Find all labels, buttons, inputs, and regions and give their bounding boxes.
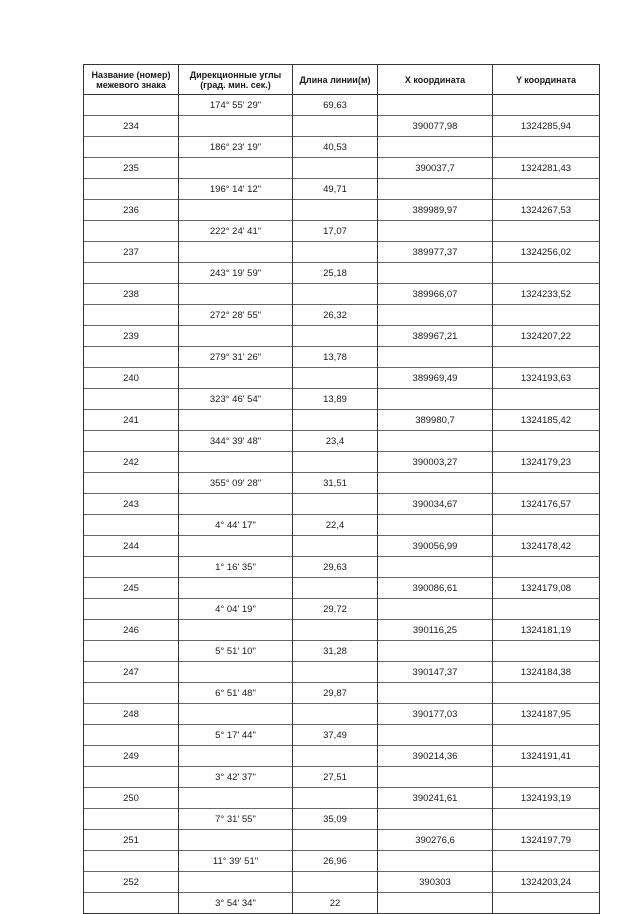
y-coordinate-cell xyxy=(493,515,600,536)
table-body xyxy=(84,95,600,914)
direction-angle-cell: 5° 17' 44" xyxy=(179,725,293,746)
y-coordinate-cell: 1324193,63 xyxy=(493,368,600,389)
mark-name-cell xyxy=(84,389,179,410)
table-row xyxy=(84,263,600,284)
y-coordinate-cell xyxy=(493,305,600,326)
table-row xyxy=(84,473,600,494)
line-length-cell xyxy=(293,578,378,599)
y-coordinate-cell: 1324193,19 xyxy=(493,788,600,809)
line-length-cell xyxy=(293,242,378,263)
x-coordinate-cell: 390177,03 xyxy=(378,704,493,725)
mark-name-cell: 246 xyxy=(84,620,179,641)
y-coordinate-cell xyxy=(493,557,600,578)
line-length-cell: 27,51 xyxy=(293,767,378,788)
line-length-cell: 22 xyxy=(293,893,378,914)
table-row xyxy=(84,746,600,767)
x-coordinate-cell: 389966,07 xyxy=(378,284,493,305)
table-row xyxy=(84,851,600,872)
x-coordinate-cell: 390147,37 xyxy=(378,662,493,683)
x-coordinate-cell xyxy=(378,767,493,788)
line-length-cell: 31,51 xyxy=(293,473,378,494)
header-y-coordinate: Y координата xyxy=(493,65,600,95)
table-row xyxy=(84,809,600,830)
line-length-cell xyxy=(293,368,378,389)
line-length-cell xyxy=(293,830,378,851)
mark-name-cell: 241 xyxy=(84,410,179,431)
x-coordinate-cell xyxy=(378,599,493,620)
mark-name-cell xyxy=(84,557,179,578)
x-coordinate-cell xyxy=(378,851,493,872)
table-row xyxy=(84,179,600,200)
mark-name-cell: 252 xyxy=(84,872,179,893)
table-row xyxy=(84,557,600,578)
direction-angle-cell: 272° 28' 55" xyxy=(179,305,293,326)
line-length-cell: 49,71 xyxy=(293,179,378,200)
direction-angle-cell: 186° 23' 19" xyxy=(179,137,293,158)
x-coordinate-cell xyxy=(378,725,493,746)
y-coordinate-cell: 1324197,79 xyxy=(493,830,600,851)
y-coordinate-cell xyxy=(493,809,600,830)
x-coordinate-cell: 390241,61 xyxy=(378,788,493,809)
table-row xyxy=(84,95,600,116)
mark-name-cell xyxy=(84,683,179,704)
direction-angle-cell: 4° 04' 19" xyxy=(179,599,293,620)
table-row xyxy=(84,347,600,368)
table-row xyxy=(84,536,600,557)
x-coordinate-cell: 389989,97 xyxy=(378,200,493,221)
mark-name-cell: 237 xyxy=(84,242,179,263)
direction-angle-cell xyxy=(179,662,293,683)
table-row xyxy=(84,620,600,641)
line-length-cell: 29,72 xyxy=(293,599,378,620)
direction-angle-cell xyxy=(179,284,293,305)
direction-angle-cell: 279° 31' 26" xyxy=(179,347,293,368)
line-length-cell: 29,87 xyxy=(293,683,378,704)
y-coordinate-cell: 1324185,42 xyxy=(493,410,600,431)
direction-angle-cell: 323° 46' 54" xyxy=(179,389,293,410)
x-coordinate-cell xyxy=(378,683,493,704)
mark-name-cell xyxy=(84,263,179,284)
table-row xyxy=(84,767,600,788)
y-coordinate-cell xyxy=(493,473,600,494)
y-coordinate-cell xyxy=(493,221,600,242)
table-row xyxy=(84,284,600,305)
mark-name-cell: 243 xyxy=(84,494,179,515)
x-coordinate-cell xyxy=(378,893,493,914)
table-row xyxy=(84,725,600,746)
mark-name-cell xyxy=(84,179,179,200)
direction-angle-cell: 7° 31' 55" xyxy=(179,809,293,830)
y-coordinate-cell xyxy=(493,347,600,368)
line-length-cell: 17,07 xyxy=(293,221,378,242)
mark-name-cell: 242 xyxy=(84,452,179,473)
y-coordinate-cell: 1324207,22 xyxy=(493,326,600,347)
direction-angle-cell: 3° 42' 37" xyxy=(179,767,293,788)
direction-angle-cell xyxy=(179,452,293,473)
table-row xyxy=(84,116,600,137)
direction-angle-cell: 222° 24' 41" xyxy=(179,221,293,242)
x-coordinate-cell: 390214,36 xyxy=(378,746,493,767)
table-row xyxy=(84,242,600,263)
mark-name-cell xyxy=(84,893,179,914)
direction-angle-cell: 3° 54' 34" xyxy=(179,893,293,914)
mark-name-cell: 239 xyxy=(84,326,179,347)
table-row xyxy=(84,872,600,893)
line-length-cell xyxy=(293,116,378,137)
header-mark-name: Название (номер) межевого знака xyxy=(84,65,179,95)
direction-angle-cell xyxy=(179,536,293,557)
y-coordinate-cell: 1324176,57 xyxy=(493,494,600,515)
direction-angle-cell xyxy=(179,368,293,389)
table-header-row xyxy=(84,65,600,95)
x-coordinate-cell: 390056,99 xyxy=(378,536,493,557)
direction-angle-cell: 344° 39' 48" xyxy=(179,431,293,452)
direction-angle-cell xyxy=(179,704,293,725)
mark-name-cell: 234 xyxy=(84,116,179,137)
x-coordinate-cell xyxy=(378,263,493,284)
mark-name-cell xyxy=(84,305,179,326)
mark-name-cell xyxy=(84,851,179,872)
line-length-cell: 23,4 xyxy=(293,431,378,452)
y-coordinate-cell: 1324203,24 xyxy=(493,872,600,893)
direction-angle-cell xyxy=(179,410,293,431)
table-row xyxy=(84,704,600,725)
direction-angle-cell xyxy=(179,746,293,767)
mark-name-cell xyxy=(84,641,179,662)
boundary-marks-table xyxy=(83,64,600,914)
line-length-cell: 25,18 xyxy=(293,263,378,284)
y-coordinate-cell: 1324184,38 xyxy=(493,662,600,683)
x-coordinate-cell xyxy=(378,641,493,662)
table-row xyxy=(84,389,600,410)
direction-angle-cell xyxy=(179,158,293,179)
y-coordinate-cell xyxy=(493,431,600,452)
x-coordinate-cell: 390303 xyxy=(378,872,493,893)
x-coordinate-cell: 389977,37 xyxy=(378,242,493,263)
line-length-cell xyxy=(293,746,378,767)
y-coordinate-cell: 1324233,52 xyxy=(493,284,600,305)
y-coordinate-cell: 1324256,02 xyxy=(493,242,600,263)
table-row xyxy=(84,830,600,851)
line-length-cell xyxy=(293,536,378,557)
mark-name-cell xyxy=(84,767,179,788)
x-coordinate-cell xyxy=(378,431,493,452)
mark-name-cell xyxy=(84,137,179,158)
y-coordinate-cell: 1324285,94 xyxy=(493,116,600,137)
y-coordinate-cell: 1324178,42 xyxy=(493,536,600,557)
line-length-cell xyxy=(293,326,378,347)
direction-angle-cell xyxy=(179,326,293,347)
mark-name-cell: 238 xyxy=(84,284,179,305)
x-coordinate-cell xyxy=(378,515,493,536)
table-row xyxy=(84,410,600,431)
y-coordinate-cell xyxy=(493,641,600,662)
table-row xyxy=(84,662,600,683)
x-coordinate-cell: 390116,25 xyxy=(378,620,493,641)
y-coordinate-cell xyxy=(493,851,600,872)
direction-angle-cell xyxy=(179,788,293,809)
direction-angle-cell xyxy=(179,872,293,893)
table-row xyxy=(84,578,600,599)
line-length-cell: 29,63 xyxy=(293,557,378,578)
direction-angle-cell: 355° 09' 28" xyxy=(179,473,293,494)
direction-angle-cell xyxy=(179,200,293,221)
table-row xyxy=(84,326,600,347)
line-length-cell xyxy=(293,620,378,641)
line-length-cell: 13,78 xyxy=(293,347,378,368)
direction-angle-cell xyxy=(179,116,293,137)
table-row xyxy=(84,221,600,242)
line-length-cell xyxy=(293,452,378,473)
direction-angle-cell xyxy=(179,620,293,641)
mark-name-cell xyxy=(84,599,179,620)
y-coordinate-cell xyxy=(493,767,600,788)
line-length-cell: 26,96 xyxy=(293,851,378,872)
line-length-cell: 35,09 xyxy=(293,809,378,830)
y-coordinate-cell: 1324191,41 xyxy=(493,746,600,767)
direction-angle-cell: 6° 51' 48" xyxy=(179,683,293,704)
direction-angle-cell: 174° 55' 29" xyxy=(179,95,293,116)
direction-angle-cell xyxy=(179,830,293,851)
table-row xyxy=(84,893,600,914)
y-coordinate-cell xyxy=(493,683,600,704)
line-length-cell: 37,49 xyxy=(293,725,378,746)
table-row xyxy=(84,305,600,326)
direction-angle-cell xyxy=(179,578,293,599)
y-coordinate-cell xyxy=(493,179,600,200)
x-coordinate-cell: 389967,21 xyxy=(378,326,493,347)
direction-angle-cell: 5° 51' 10" xyxy=(179,641,293,662)
x-coordinate-cell: 390276,6 xyxy=(378,830,493,851)
direction-angle-cell: 4° 44' 17" xyxy=(179,515,293,536)
line-length-cell xyxy=(293,662,378,683)
line-length-cell: 26,32 xyxy=(293,305,378,326)
header-direction-angle: Дирекционные углы (град. мин. сек.) xyxy=(179,65,293,95)
x-coordinate-cell xyxy=(378,179,493,200)
line-length-cell: 69,63 xyxy=(293,95,378,116)
table-row xyxy=(84,599,600,620)
table-row xyxy=(84,683,600,704)
x-coordinate-cell xyxy=(378,95,493,116)
direction-angle-cell: 1° 16' 35" xyxy=(179,557,293,578)
mark-name-cell: 244 xyxy=(84,536,179,557)
x-coordinate-cell xyxy=(378,137,493,158)
direction-angle-cell: 243° 19' 59" xyxy=(179,263,293,284)
table-row xyxy=(84,368,600,389)
y-coordinate-cell: 1324179,08 xyxy=(493,578,600,599)
mark-name-cell: 249 xyxy=(84,746,179,767)
line-length-cell xyxy=(293,872,378,893)
x-coordinate-cell: 389980,7 xyxy=(378,410,493,431)
mark-name-cell xyxy=(84,473,179,494)
y-coordinate-cell: 1324187,95 xyxy=(493,704,600,725)
mark-name-cell xyxy=(84,809,179,830)
x-coordinate-cell xyxy=(378,389,493,410)
mark-name-cell: 245 xyxy=(84,578,179,599)
y-coordinate-cell xyxy=(493,893,600,914)
y-coordinate-cell xyxy=(493,599,600,620)
line-length-cell xyxy=(293,704,378,725)
mark-name-cell: 236 xyxy=(84,200,179,221)
y-coordinate-cell xyxy=(493,389,600,410)
x-coordinate-cell xyxy=(378,305,493,326)
direction-angle-cell xyxy=(179,242,293,263)
table-row xyxy=(84,494,600,515)
header-line-length: Длина линии(м) xyxy=(293,65,378,95)
mark-name-cell: 250 xyxy=(84,788,179,809)
x-coordinate-cell: 390037,7 xyxy=(378,158,493,179)
x-coordinate-cell: 390077,98 xyxy=(378,116,493,137)
y-coordinate-cell: 1324267,53 xyxy=(493,200,600,221)
x-coordinate-cell xyxy=(378,347,493,368)
line-length-cell: 13,89 xyxy=(293,389,378,410)
y-coordinate-cell: 1324281,43 xyxy=(493,158,600,179)
line-length-cell xyxy=(293,284,378,305)
table-row xyxy=(84,452,600,473)
x-coordinate-cell: 390034,67 xyxy=(378,494,493,515)
y-coordinate-cell: 1324179,23 xyxy=(493,452,600,473)
x-coordinate-cell: 389969,49 xyxy=(378,368,493,389)
table-row xyxy=(84,137,600,158)
mark-name-cell: 235 xyxy=(84,158,179,179)
mark-name-cell: 240 xyxy=(84,368,179,389)
x-coordinate-cell xyxy=(378,557,493,578)
line-length-cell: 31,28 xyxy=(293,641,378,662)
table-row xyxy=(84,158,600,179)
line-length-cell xyxy=(293,788,378,809)
line-length-cell xyxy=(293,158,378,179)
line-length-cell xyxy=(293,200,378,221)
y-coordinate-cell xyxy=(493,137,600,158)
x-coordinate-cell xyxy=(378,809,493,830)
direction-angle-cell xyxy=(179,494,293,515)
table-row xyxy=(84,200,600,221)
line-length-cell: 40,53 xyxy=(293,137,378,158)
y-coordinate-cell xyxy=(493,725,600,746)
mark-name-cell xyxy=(84,221,179,242)
x-coordinate-cell: 390086,61 xyxy=(378,578,493,599)
table-row xyxy=(84,515,600,536)
mark-name-cell: 251 xyxy=(84,830,179,851)
line-length-cell xyxy=(293,410,378,431)
y-coordinate-cell xyxy=(493,95,600,116)
mark-name-cell xyxy=(84,347,179,368)
mark-name-cell xyxy=(84,725,179,746)
table-row xyxy=(84,641,600,662)
mark-name-cell xyxy=(84,515,179,536)
mark-name-cell: 248 xyxy=(84,704,179,725)
table-row xyxy=(84,788,600,809)
y-coordinate-cell xyxy=(493,263,600,284)
mark-name-cell xyxy=(84,95,179,116)
x-coordinate-cell xyxy=(378,221,493,242)
line-length-cell xyxy=(293,494,378,515)
mark-name-cell: 247 xyxy=(84,662,179,683)
y-coordinate-cell: 1324181,19 xyxy=(493,620,600,641)
mark-name-cell xyxy=(84,431,179,452)
table-row xyxy=(84,431,600,452)
direction-angle-cell: 196° 14' 12" xyxy=(179,179,293,200)
x-coordinate-cell: 390003,27 xyxy=(378,452,493,473)
line-length-cell: 22,4 xyxy=(293,515,378,536)
header-x-coordinate: Х координата xyxy=(378,65,493,95)
direction-angle-cell: 11° 39' 51" xyxy=(179,851,293,872)
x-coordinate-cell xyxy=(378,473,493,494)
